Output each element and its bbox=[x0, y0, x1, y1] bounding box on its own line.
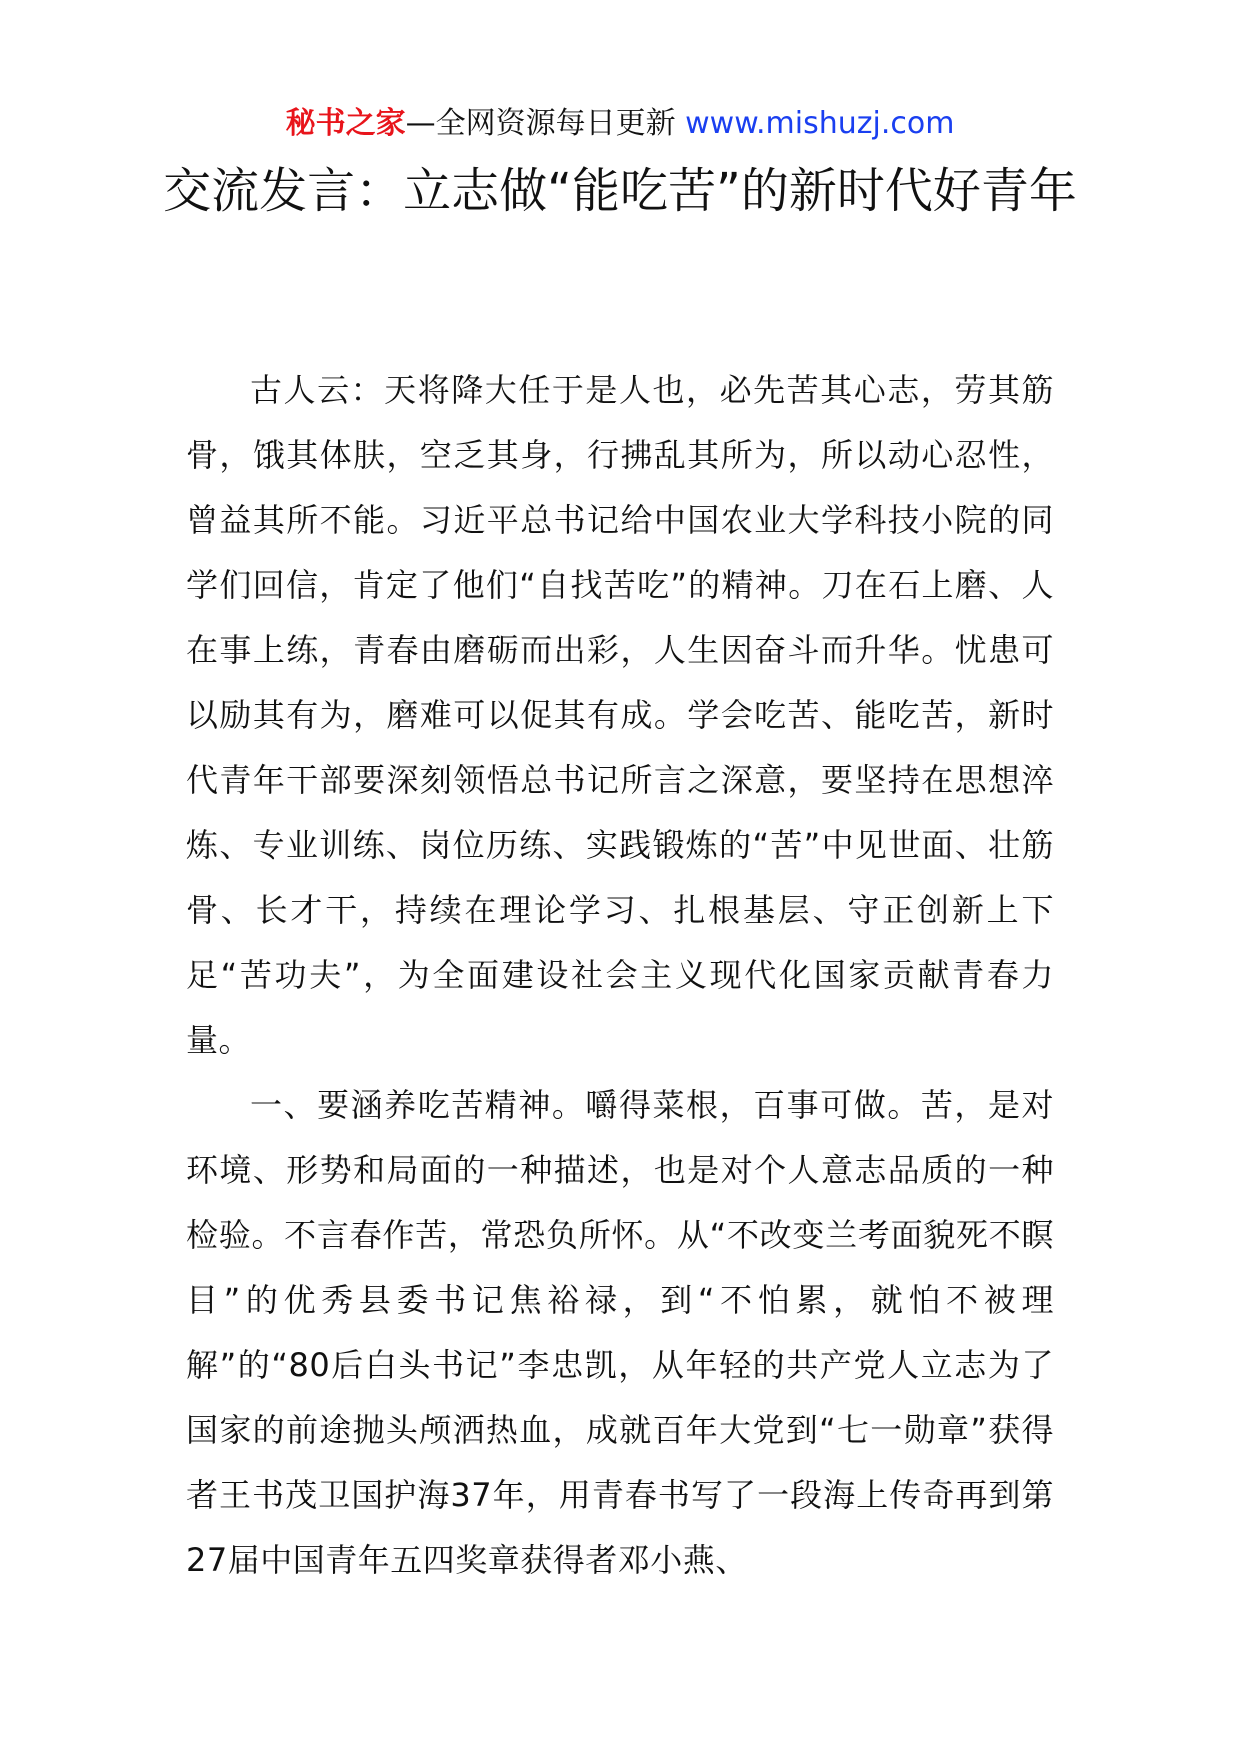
document-title: 交流发言：立志做“能吃苦”的新时代好青年 bbox=[163, 163, 1077, 219]
site-url-link[interactable]: www.mishuzj.com bbox=[685, 106, 955, 141]
brand-name: 秘书之家 bbox=[285, 106, 406, 141]
site-header bbox=[0, 104, 1240, 144]
paragraph-section-one: 一、要涵养吃苦精神。嚼得菜根，百事可做。苦，是对环境、形势和局面的一种描述，也是对个人意志品质的一种检验。不言春作苦，常恐负所怀。从“不改变兰考面貌死不瞑目”的优秀县委书记焦裕禄，到“不怕累，就怕不被理解”的“80后白头书记”李忠凯，从年轻的共产党人立志为了国家的前途抛头颅洒热血，成就百年大党到“七一勋章”获得者王书茂卫国护海37年，用青春书写了一段海上传奇再到第27届中国青年五四奖章获得者邓小燕、 bbox=[186, 1086, 1054, 1579]
header-tagline: —全网资源每日更新 bbox=[405, 106, 686, 141]
document-body bbox=[186, 358, 1054, 1593]
paragraph-intro: 古人云：天将降大任于是人也，必先苦其心志，劳其筋骨，饿其体肤，空乏其身，行拂乱其所为，所以动心忍性，曾益其所不能。习近平总书记给中国农业大学科技小院的同学们回信，肯定了他们“自找苦吃”的精神。刀在石上磨、人在事上练，青春由磨砺而出彩，人生因奋斗而升华。忧患可以励其有为，磨难可以促其有成。学会吃苦、能吃苦，新时代青年干部要深刻领悟总书记所言之深意，要坚持在思想淬炼、专业训练、岗位历练、实践锻炼的“苦”中见世面、壮筋骨、长才干，持续在理论学习、扎根基层、守正创新上下足“苦功夫”，为全面建设社会主义现代化国家贡献青春力量。 bbox=[186, 371, 1054, 1059]
